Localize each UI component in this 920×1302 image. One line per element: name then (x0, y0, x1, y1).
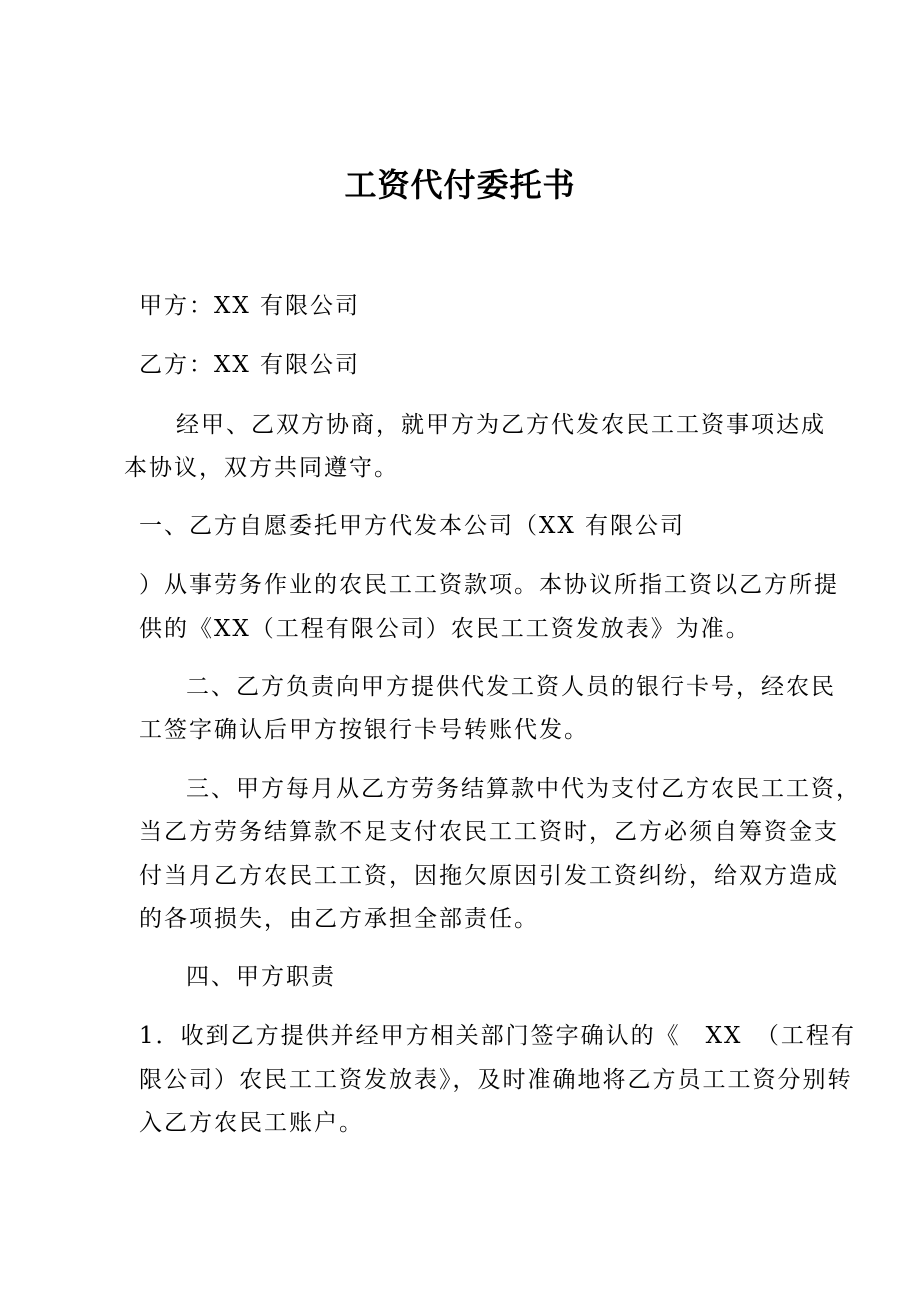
clause1-line-3: 供的《XX（工程有限公司）农民工工资发放表》为准。 (139, 616, 751, 642)
intro-line-2: 本协议，双方共同遵守。 (124, 455, 399, 481)
clause1-line-2: ）从事劳务作业的农民工工资款项。本协议所指工资以乙方所提 (139, 572, 839, 598)
party-b-line: 乙方：XX 有限公司 (139, 352, 361, 378)
clause4-item1-line-1: 1．收到乙方提供并经甲方相关部门签字确认的《 XX （工程有 (139, 1023, 856, 1049)
clause2-line-2: 工签字确认后甲方按银行卡号转账代发。 (139, 717, 589, 743)
clause3-line-3: 付当月乙方农民工工资，因拖欠原因引发工资纠纷，给双方造成 (139, 863, 839, 889)
document-title: 工资代付委托书 (344, 166, 576, 204)
clause4-item1-line-3: 入乙方农民工账户。 (139, 1110, 364, 1136)
clause4-heading: 四、甲方职责 (186, 964, 336, 990)
intro-line-1: 经甲、乙双方协商，就甲方为乙方代发农民工工资事项达成 (176, 412, 826, 438)
clause3-line-4: 的各项损失，由乙方承担全部责任。 (139, 906, 539, 932)
clause3-line-1: 三、甲方每月从乙方劳务结算款中代为支付乙方农民工工资， (186, 776, 861, 802)
party-a-line: 甲方：XX 有限公司 (139, 293, 361, 319)
clause3-line-2: 当乙方劳务结算款不足支付农民工工资时，乙方必须自筹资金支 (139, 819, 839, 845)
clause1-line-1: 一、乙方自愿委托甲方代发本公司（XX 有限公司 (139, 513, 686, 539)
clause4-item1-line-2: 限公司）农民工工资发放表》，及时准确地将乙方员工工资分别转 (139, 1067, 853, 1093)
clause2-line-1: 二、乙方负责向甲方提供代发工资人员的银行卡号，经农民 (186, 674, 836, 700)
